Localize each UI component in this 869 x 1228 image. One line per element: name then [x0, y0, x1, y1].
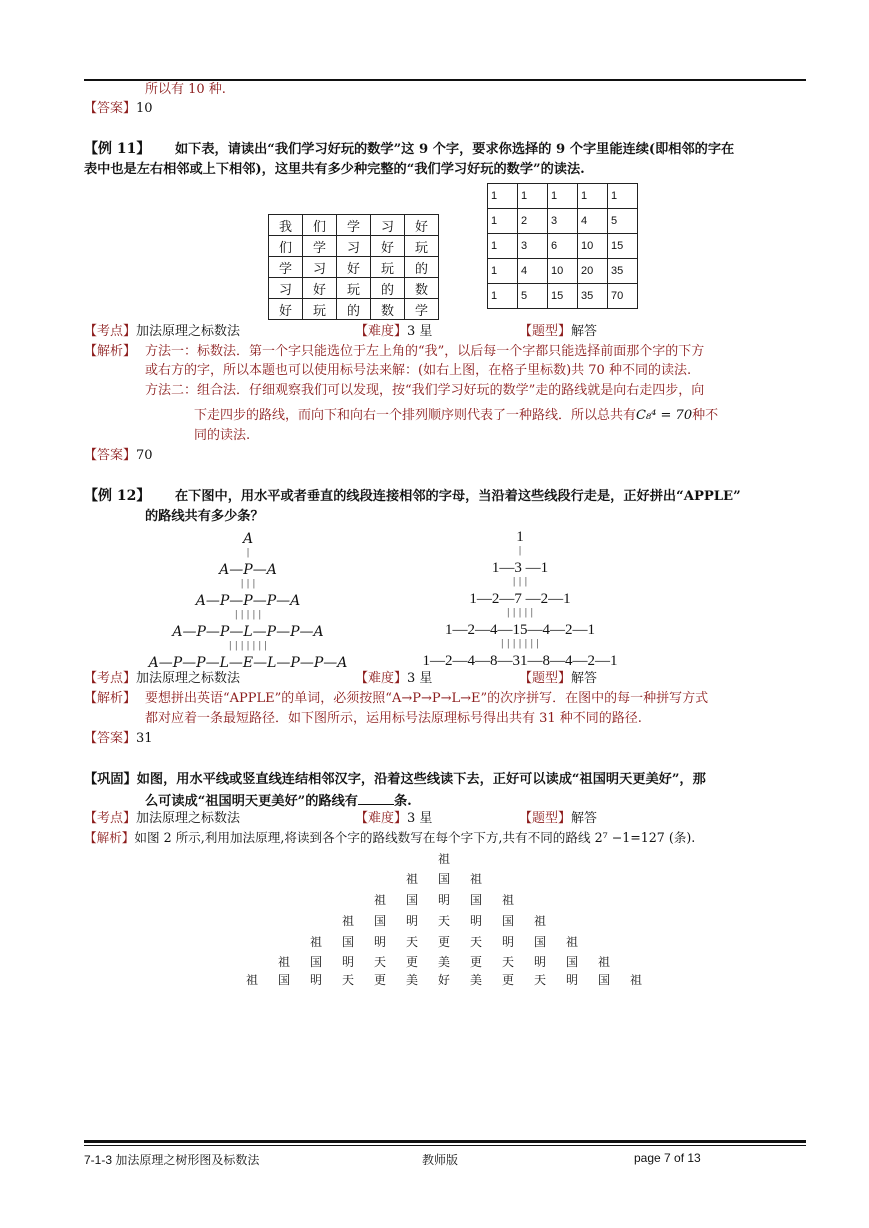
grid-row — [488, 209, 638, 234]
grid-cell: 1 — [488, 234, 518, 259]
grid-cell: 习 — [337, 236, 371, 257]
grid-cell: 玩 — [405, 236, 439, 257]
ex11-jiexi3: 方法二：组合法．仔细观察我们可以发现，按“我们学习好玩的数学”走的路线就是向右走四步，向 — [145, 383, 705, 398]
pyramid-char: 美 — [437, 955, 450, 969]
grid-cell: 好 — [337, 257, 371, 278]
combination-formula: C₈⁴ = 70 — [636, 408, 693, 423]
grid-cell: 好 — [269, 299, 303, 320]
pyramid-char: 天 — [405, 935, 418, 949]
pyramid-char: 天 — [533, 973, 546, 987]
number-row: 1—2—7 —2—1 — [469, 591, 571, 607]
grid-cell: 3 — [548, 209, 578, 234]
pyramid-char: 明 — [565, 973, 578, 987]
grid-cell: 学 — [269, 257, 303, 278]
pyramid-char: 国 — [437, 872, 450, 886]
pyramid-char: 国 — [469, 893, 482, 907]
pyramid-char: 祖 — [277, 955, 290, 969]
ex12-difficulty: 【难度】3 星 — [355, 671, 433, 686]
grid-cell: 1 — [578, 184, 608, 209]
pyramid-char: 国 — [533, 935, 546, 949]
ex12-question-line1: 在下图中，用水平或者垂直的线段连接相邻的字母，当沿着这些线段行走是，正好拼出“APPLE” — [175, 489, 741, 504]
pyramid-char: 美 — [405, 973, 418, 987]
footer-rule — [84, 1140, 806, 1143]
top-continuation: 所以有 10 种. — [145, 82, 226, 97]
pyramid-char: 更 — [405, 955, 418, 969]
grid-cell: 35 — [608, 259, 638, 284]
grid-cell: 我 — [269, 215, 303, 236]
char-grid — [268, 214, 439, 320]
ex12-jiexi1: 要想拼出英语“APPLE”的单词，必须按照“A→P→P→L→E”的次序拼写．在图中的每一种拼写方式 — [145, 691, 709, 706]
pyramid-char: 天 — [501, 955, 514, 969]
pyramid-row — [300, 933, 588, 950]
ex12-question-line2: 的路线共有多少条？ — [145, 509, 264, 524]
grid-row — [269, 278, 439, 299]
gonggu-jiexi: 【解析】如图 2 所示,利用加法原理,将读到各个字的路线数写在每个字下方,共有不同的路线 2⁷ −1=127 (条). — [84, 830, 696, 845]
letter-bars: | | | — [240, 579, 256, 589]
pyramid-char: 祖 — [501, 893, 514, 907]
pyramid-char: 明 — [437, 893, 450, 907]
letter-row: A — [242, 531, 254, 547]
grid-cell: 6 — [548, 234, 578, 259]
grid-cell: 4 — [578, 209, 608, 234]
pyramid-char: 更 — [469, 955, 482, 969]
letter-row: A—P—P—L—E—L—P—P—A — [148, 655, 348, 671]
pyramid-char: 祖 — [373, 893, 386, 907]
grid-cell: 1 — [488, 209, 518, 234]
grid-cell: 习 — [269, 278, 303, 299]
num-grid — [487, 183, 638, 309]
ex11-jiexi1: 方法一：标数法．第一个字只能选位于左上角的“我”，以后每一个字都只能选择前面那个字的下方 — [145, 344, 705, 359]
pyramid-char: 国 — [565, 955, 578, 969]
ex12-jiexi2: 都对应着一条最短路径．如下图所示，运用标号法原理标号得出共有 31 种不同的路径. — [145, 711, 642, 726]
ex11-type: 【题型】解答 — [519, 324, 598, 339]
pyramid-row — [428, 850, 460, 867]
number-bars: | | | | | | | — [500, 639, 540, 649]
pyramid-char: 好 — [437, 973, 450, 987]
pyramid-row — [332, 912, 556, 929]
grid-cell: 好 — [303, 278, 337, 299]
letter-row: A—P—A — [219, 562, 277, 578]
pyramid-char: 更 — [437, 935, 450, 949]
ex11-meta: 【考点】加法原理之标数法 — [84, 324, 241, 339]
ex11-answer: 【答案】70 — [84, 448, 153, 463]
grid-row — [269, 257, 439, 278]
pyramid-char: 美 — [469, 973, 482, 987]
grid-cell: 35 — [578, 284, 608, 309]
ex11-difficulty: 【难度】3 星 — [355, 324, 433, 339]
pyramid-char: 祖 — [533, 914, 546, 928]
gonggu-meta: 【考点】加法原理之标数法 — [84, 811, 241, 826]
pyramid-char: 国 — [597, 973, 610, 987]
grid-cell: 1 — [548, 184, 578, 209]
grid-row — [488, 234, 638, 259]
grid-cell: 玩 — [371, 257, 405, 278]
letter-row: A—P—P—L—P—P—A — [172, 624, 324, 640]
grid-cell: 好 — [371, 236, 405, 257]
letter-bars: | — [246, 548, 250, 558]
ex12-meta: 【考点】加法原理之标数法 — [84, 671, 241, 686]
grid-cell: 5 — [518, 284, 548, 309]
grid-row — [269, 299, 439, 320]
pyramid-row — [364, 891, 524, 908]
pyramid-char: 明 — [501, 935, 514, 949]
footer-rule-thin — [84, 1145, 806, 1146]
pyramid-char: 祖 — [437, 852, 450, 866]
grid-cell: 学 — [303, 236, 337, 257]
pyramid-char: 祖 — [245, 973, 258, 987]
number-row: 1—2—4—8—31—8—4—2—1 — [422, 653, 618, 669]
grid-cell: 3 — [518, 234, 548, 259]
ex12-answer: 【答案】31 — [84, 731, 153, 746]
grid-cell: 学 — [405, 299, 439, 320]
grid-cell: 1 — [488, 284, 518, 309]
ex11-question-line2: 表中也是左右相邻或上下相邻)，这里共有多少种完整的“我们学习好玩的数学”的读法. — [84, 162, 585, 177]
pyramid-row — [236, 971, 652, 988]
ex11-jiexi-label: 【解析】 — [84, 344, 137, 359]
pyramid-char: 祖 — [469, 872, 482, 886]
ex11-jiexi5: 同的读法. — [194, 428, 251, 443]
grid-cell: 的 — [405, 257, 439, 278]
grid-row — [488, 184, 638, 209]
ex11-question-line1: 如下表，请读出“我们学习好玩的数学”这 9 个字，要求你选择的 9 个字里能连续(即相邻的字在 — [175, 142, 735, 157]
pyramid-char: 祖 — [405, 872, 418, 886]
grid-cell: 5 — [608, 209, 638, 234]
ex11-jiexi2: 或右方的字，所以本题也可以使用标号法来解：(如右上图，在格子里标数)共 70 种不同的读法. — [145, 363, 692, 378]
grid-cell: 的 — [337, 299, 371, 320]
pyramid-char: 明 — [309, 973, 322, 987]
grid-cell: 好 — [405, 215, 439, 236]
gonggu-difficulty: 【难度】3 星 — [355, 811, 433, 826]
pyramid-char: 国 — [501, 914, 514, 928]
pyramid-char: 更 — [373, 973, 386, 987]
ex11-tag: 【例 11】 — [84, 141, 151, 157]
letter-row: A—P—P—P—A — [195, 593, 301, 609]
pyramid-char: 天 — [437, 914, 450, 928]
grid-cell: 1 — [608, 184, 638, 209]
grid-cell: 1 — [488, 184, 518, 209]
grid-row — [269, 215, 439, 236]
grid-cell: 学 — [337, 215, 371, 236]
answer-blank — [358, 790, 394, 805]
pyramid-char: 天 — [469, 935, 482, 949]
grid-row — [488, 259, 638, 284]
pyramid-char: 明 — [469, 914, 482, 928]
grid-cell: 们 — [269, 236, 303, 257]
grid-cell: 70 — [608, 284, 638, 309]
pyramid-char: 祖 — [597, 955, 610, 969]
letter-bars: | | | | | | | — [228, 641, 268, 651]
grid-cell: 20 — [578, 259, 608, 284]
grid-cell: 数 — [405, 278, 439, 299]
gonggu-question-line2: 么可读成“祖国明天更美好”的路线有 条. — [145, 790, 412, 811]
gonggu-type: 【题型】解答 — [519, 811, 598, 826]
number-bars: | — [518, 546, 522, 556]
pyramid-char: 国 — [373, 914, 386, 928]
pyramid-char: 祖 — [629, 973, 642, 987]
grid-cell: 的 — [371, 278, 405, 299]
prev-answer: 【答案】10 — [84, 101, 153, 116]
grid-cell: 1 — [488, 259, 518, 284]
ex12-jiexi-label: 【解析】 — [84, 691, 137, 706]
grid-cell: 10 — [578, 234, 608, 259]
grid-cell: 玩 — [337, 278, 371, 299]
gonggu-question-line1: 【巩固】如图，用水平线或竖直线连结相邻汉字，沿着这些线读下去，正好可以读成“祖国明天更美好”，那 — [84, 772, 706, 787]
pyramid-char: 国 — [341, 935, 354, 949]
grid-cell: 1 — [518, 184, 548, 209]
grid-cell: 2 — [518, 209, 548, 234]
number-row: 1 — [516, 529, 524, 545]
pyramid-char: 明 — [373, 935, 386, 949]
grid-cell: 习 — [303, 257, 337, 278]
number-bars: | | | — [512, 577, 528, 587]
footer-left: 7-1-3 加法原理之树形图及标数法 — [84, 1153, 260, 1167]
pyramid-char: 祖 — [309, 935, 322, 949]
number-bars: | | | | | — [506, 608, 534, 618]
pyramid-char: 天 — [341, 973, 354, 987]
pyramid-char: 明 — [341, 955, 354, 969]
grid-cell: 15 — [548, 284, 578, 309]
pyramid-char: 国 — [277, 973, 290, 987]
pyramid-char: 明 — [533, 955, 546, 969]
pyramid-char: 更 — [501, 973, 514, 987]
footer-right: page 7 of 13 — [634, 1151, 701, 1165]
pyramid-char: 明 — [405, 914, 418, 928]
number-row: 1—2—4—15—4—2—1 — [445, 622, 595, 638]
pyramid-char: 国 — [309, 955, 322, 969]
grid-row — [269, 236, 439, 257]
grid-cell: 玩 — [303, 299, 337, 320]
pyramid-row — [268, 953, 620, 970]
pyramid-char: 国 — [405, 893, 418, 907]
grid-row — [488, 284, 638, 309]
pyramid-char: 祖 — [565, 935, 578, 949]
ex12-tag: 【例 12】 — [84, 488, 151, 504]
letter-bars: | | | | | — [234, 610, 262, 620]
pyramid-row — [396, 870, 492, 887]
grid-cell: 10 — [548, 259, 578, 284]
ex12-type: 【题型】解答 — [519, 671, 598, 686]
grid-cell: 4 — [518, 259, 548, 284]
ex11-jiexi4: 下走四步的路线，而向下和向右一个排列顺序则代表了一种路线．所以总共有C₈⁴ = 70种不 — [194, 408, 719, 423]
pyramid-char: 天 — [373, 955, 386, 969]
grid-cell: 习 — [371, 215, 405, 236]
grid-cell: 数 — [371, 299, 405, 320]
pyramid-char: 祖 — [341, 914, 354, 928]
grid-cell: 15 — [608, 234, 638, 259]
grid-cell: 们 — [303, 215, 337, 236]
number-row: 1—3 —1 — [491, 560, 549, 576]
footer-center: 教师版 — [422, 1153, 459, 1167]
